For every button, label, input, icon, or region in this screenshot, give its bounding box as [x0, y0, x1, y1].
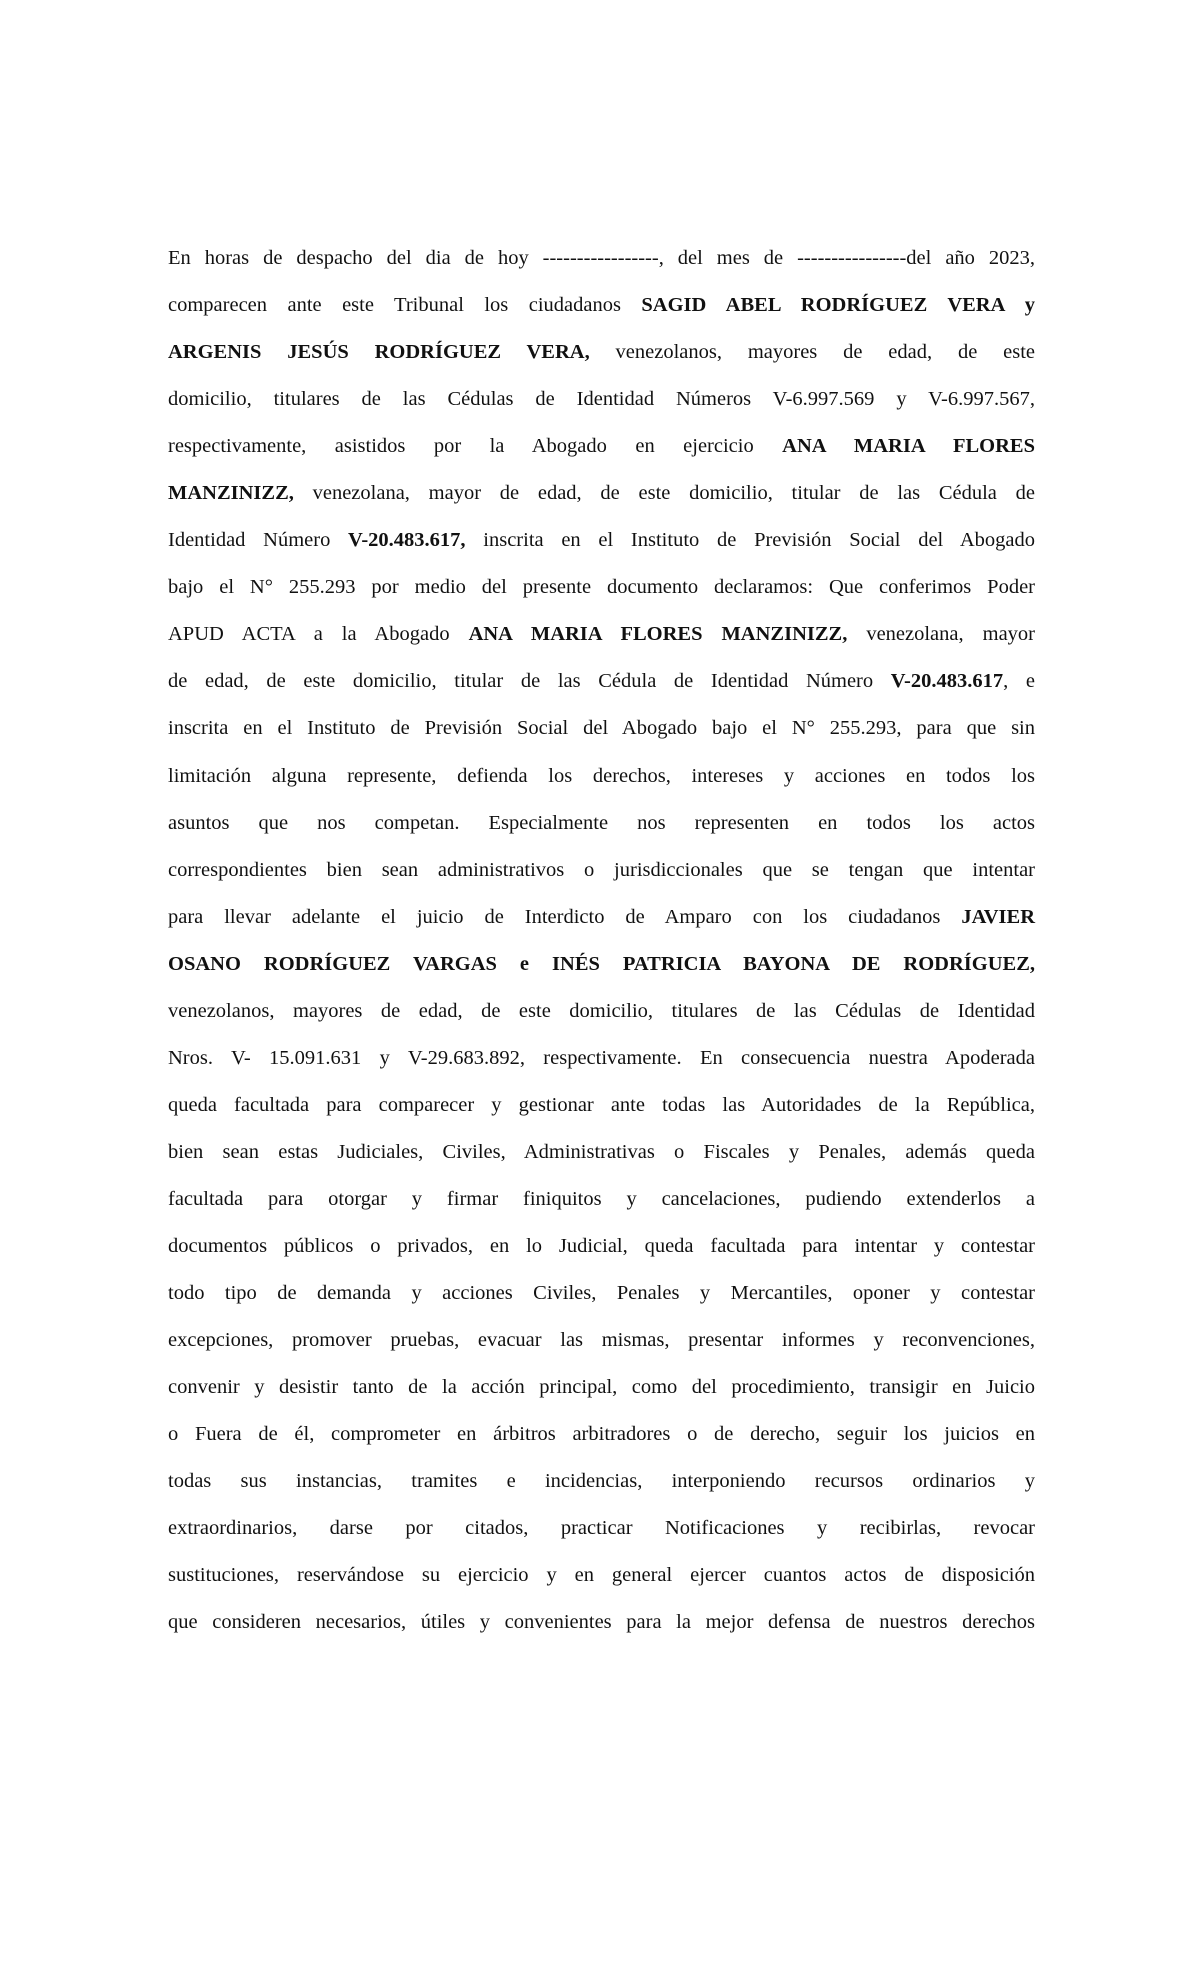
text-run: respectivamente, asistidos por la Abogado en ejercicio	[168, 435, 783, 458]
text-run: APUD ACTA a la Abogado	[168, 623, 469, 646]
text-line	[168, 611, 1035, 658]
bold-text-run: MANZINIZZ,	[168, 482, 294, 505]
text-run: queda facultada para comparecer y gestionar ante todas las Autoridades de la República,	[168, 1093, 1035, 1116]
text-line	[168, 1458, 1035, 1505]
text-line	[168, 847, 1035, 894]
text-line	[168, 1176, 1035, 1223]
text-line	[168, 423, 1035, 470]
text-line	[168, 753, 1035, 800]
text-line	[168, 894, 1035, 941]
text-run: asuntos que nos competan. Especialmente nos representen en todos los actos	[168, 811, 1035, 834]
text-run: En horas de despacho del dia de hoy -----------------, del mes de ----------------del año 2023,	[168, 247, 1035, 269]
text-line	[168, 1223, 1035, 1270]
bold-text-run: SAGID ABEL RODRÍGUEZ VERA y	[641, 294, 1035, 317]
bold-text-run: V-20.483.617,	[348, 529, 466, 552]
text-run: todo tipo de demanda y acciones Civiles, Penales y Mercantiles, oponer y contestar	[168, 1282, 1035, 1305]
text-line	[168, 800, 1035, 847]
text-run: convenir y desistir tanto de la acción principal, como del procedimiento, transigir en Juicio	[168, 1376, 1035, 1399]
text-run: comparecen ante este Tribunal los ciudadanos	[168, 294, 642, 317]
text-run: bien sean estas Judiciales, Civiles, Administrativas o Fiscales y Penales, además queda	[168, 1140, 1035, 1163]
text-run: de edad, de este domicilio, titular de las Cédula de Identidad Número	[168, 670, 891, 693]
text-line	[168, 1129, 1035, 1176]
bold-text-run: ANA MARIA FLORES MANZINIZZ,	[468, 623, 848, 646]
text-line	[168, 1364, 1035, 1411]
text-line	[168, 517, 1035, 564]
text-line	[168, 329, 1035, 376]
text-run: bajo el N° 255.293 por medio del presente documento declaramos: Que conferimos Poder	[168, 576, 1035, 599]
text-run: inscrita en el Instituto de Previsión Social del Abogado bajo el N° 255.293, para que sin	[168, 717, 1035, 740]
text-run: que consideren necesarios, útiles y convenientes para la mejor defensa de nuestros derechos	[168, 1611, 1035, 1634]
text-run: , e	[1003, 670, 1035, 693]
document-body	[168, 235, 1035, 1646]
text-run: sustituciones, reservándose su ejercicio y en general ejercer cuantos actos de disposición	[168, 1564, 1035, 1587]
text-line	[168, 1599, 1035, 1646]
text-line	[168, 470, 1035, 517]
text-line	[168, 941, 1035, 988]
text-run: excepciones, promover pruebas, evacuar las mismas, presentar informes y reconvenciones,	[168, 1329, 1035, 1352]
text-run: correspondientes bien sean administrativos o jurisdiccionales que se tengan que intentar	[168, 858, 1035, 881]
text-run: facultada para otorgar y firmar finiquitos y cancelaciones, pudiendo extenderlos a	[168, 1187, 1035, 1210]
text-line	[168, 1082, 1035, 1129]
bold-text-run: OSANO RODRÍGUEZ VARGAS e INÉS PATRICIA BAYONA DE RODRÍGUEZ,	[168, 952, 1035, 975]
text-line	[168, 564, 1035, 611]
text-run: Nros. V- 15.091.631 y V-29.683.892, respectivamente. En consecuencia nuestra Apoderada	[168, 1046, 1035, 1069]
text-run: venezolana, mayor de edad, de este domicilio, titular de las Cédula de	[293, 482, 1035, 505]
text-run: todas sus instancias, tramites e incidencias, interponiendo recursos ordinarios y	[168, 1470, 1035, 1493]
text-run: o Fuera de él, comprometer en árbitros arbitradores o de derecho, seguir los juicios en	[168, 1423, 1035, 1446]
text-line	[168, 1317, 1035, 1364]
text-run: venezolana, mayor	[847, 623, 1035, 646]
text-line	[168, 282, 1035, 329]
text-line	[168, 376, 1035, 423]
text-line	[168, 988, 1035, 1035]
text-run: limitación alguna represente, defienda los derechos, intereses y acciones en todos los	[168, 764, 1035, 787]
text-line	[168, 705, 1035, 752]
text-line	[168, 658, 1035, 705]
text-run: domicilio, titulares de las Cédulas de Identidad Números V-6.997.569 y V-6.997.567,	[168, 388, 1035, 411]
text-run: extraordinarios, darse por citados, practicar Notificaciones y recibirlas, revocar	[168, 1517, 1035, 1540]
text-run: documentos públicos o privados, en lo Judicial, queda facultada para intentar y contestar	[168, 1234, 1035, 1257]
text-line	[168, 1035, 1035, 1082]
text-line	[168, 235, 1035, 282]
text-run: inscrita en el Instituto de Previsión Social del Abogado	[465, 529, 1035, 552]
bold-text-run: JAVIER	[961, 905, 1035, 928]
text-run: venezolanos, mayores de edad, de este	[589, 341, 1035, 364]
bold-text-run: ARGENIS JESÚS RODRÍGUEZ VERA,	[168, 341, 590, 364]
text-run: Identidad Número	[168, 529, 349, 552]
bold-text-run: V-20.483.617	[890, 670, 1004, 693]
text-line	[168, 1552, 1035, 1599]
text-line	[168, 1411, 1035, 1458]
text-line	[168, 1270, 1035, 1317]
bold-text-run: ANA MARIA FLORES	[782, 435, 1035, 458]
text-run: para llevar adelante el juicio de Interdicto de Amparo con los ciudadanos	[168, 905, 962, 928]
text-run: venezolanos, mayores de edad, de este domicilio, titulares de las Cédulas de Identidad	[168, 999, 1035, 1022]
text-line	[168, 1505, 1035, 1552]
